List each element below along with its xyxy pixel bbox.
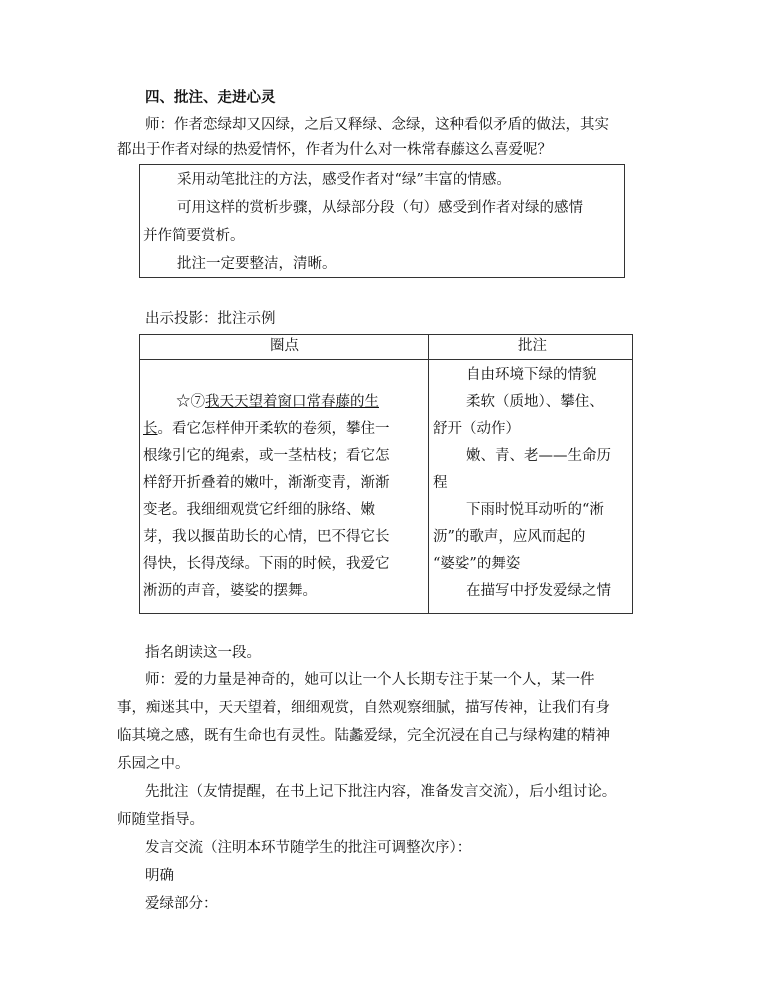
paragraph-teacher-line-2: 事，痴迷其中，天天望着，细细观赏，自然观察细腻，描写传神，让我们有身 [117, 700, 610, 716]
table-right-line-6: 下雨时悦耳动听的“淅 [466, 502, 604, 518]
paragraph-annotate-line-2: 师随堂指导。 [117, 812, 204, 828]
table-left-line-8: 淅沥的声音，婆娑的摆舞。 [143, 583, 317, 599]
table-column-divider [428, 335, 429, 613]
table-header-left: 圈点 [270, 338, 299, 354]
paragraph-teacher-line-4: 乐园之中。 [117, 756, 190, 772]
table-left-line-5: 变老。我细细观赏它纤细的脉络、嫩 [143, 502, 375, 518]
section-heading: 四、批注、走进心灵 [145, 89, 276, 106]
table-right-line-1: 自由环境下绿的情貌 [466, 367, 597, 383]
table-right-line-7: 沥”的歌声，应风而起的 [433, 529, 586, 545]
intro-line-2: 都出于作者对绿的热爱情怀，作者为什么对一株常春藤这么喜爱呢？ [117, 142, 552, 158]
tip-line-1: 采用动笔批注的方法，感受作者对“绿”丰富的情感。 [177, 172, 511, 188]
table-left-line-6: 芽，我以揠苗助长的心情，巴不得它长 [143, 529, 390, 545]
paragraph-teacher-line-1: 师：爱的力量是神奇的，她可以让一个人长期专注于某一个人，某一件 [145, 672, 595, 688]
paragraph-teacher-line-3: 临其境之感，既有生命也有灵性。陆蠡爱绿，完全沉浸在自己与绿构建的精神 [117, 728, 610, 744]
table-right-line-3: 舒开（动作） [433, 421, 520, 437]
paragraph-discussion: 发言交流（注明本环节随学生的批注可调整次序）： [145, 840, 472, 856]
table-left-line-2-rest: 。看它怎样伸开柔软的卷须，攀住一 [157, 421, 390, 437]
table-left-line-1 [176, 392, 379, 412]
table-right-line-9: 在描写中抒发爱绿之情 [466, 583, 611, 599]
tip-line-2: 可用这样的赏析步骤，从绿部分段（句）感受到作者对绿的感情 [177, 200, 583, 216]
table-right-line-2: 柔软（质地）、攀住、 [466, 394, 604, 410]
table-right-line-5: 程 [433, 475, 448, 491]
paragraph-clarify: 明确 [145, 868, 174, 884]
table-left-line-1-underlined: 我天天望着窗口常春藤的生 [205, 394, 379, 410]
tip-line-4: 批注一定要整洁，清晰。 [177, 256, 337, 272]
paragraph-annotate-line-1: 先批注（友情提醒，在书上记下批注内容，准备发言交流），后小组讨论。 [145, 784, 617, 800]
table-header-divider [140, 359, 632, 360]
intro-line-1: 师：作者恋绿却又囚绿，之后又释绿、念绿，这种看似矛盾的做法，其实 [145, 117, 609, 133]
table-left-line-2-underlined: 长 [143, 421, 158, 437]
tip-box [139, 164, 625, 278]
paragraph-read-aloud: 指名朗读这一段。 [145, 645, 261, 661]
projection-label: 出示投影：批注示例 [145, 311, 276, 327]
table-right-line-8: “婆娑”的舞姿 [433, 556, 521, 572]
tip-line-3: 并作简要赏析。 [143, 228, 245, 244]
table-left-line-2 [143, 419, 390, 439]
table-left-line-1-prefix: ☆⑦ [176, 394, 205, 410]
table-right-line-4: 嫩、青、老——生命历 [466, 448, 611, 464]
annotation-table [139, 334, 633, 614]
paragraph-love-green: 爱绿部分： [145, 896, 218, 912]
table-left-line-3: 根缘引它的绳索，或一茎枯枝；看它怎 [143, 448, 390, 464]
table-left-line-4: 样舒开折叠着的嫩叶，渐渐变青，渐渐 [143, 475, 390, 491]
table-left-line-7: 得快，长得茂绿。下雨的时候，我爱它 [143, 556, 390, 572]
table-header-right: 批注 [518, 338, 547, 354]
